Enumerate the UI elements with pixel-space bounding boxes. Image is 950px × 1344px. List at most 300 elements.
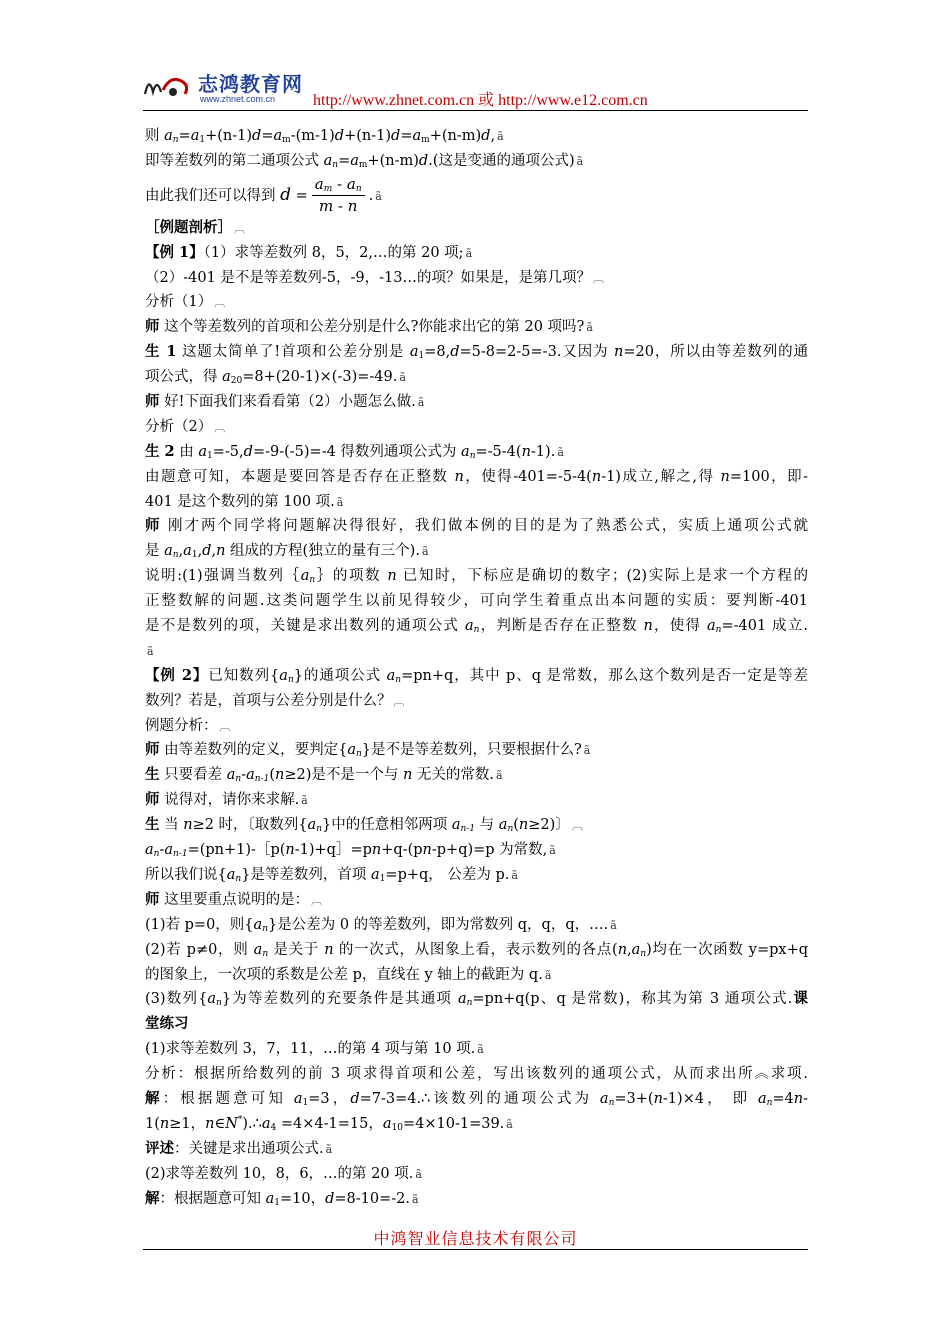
math-symbol: m — [421, 135, 430, 145]
text-span: =3， — [308, 1090, 351, 1107]
footer-divider — [143, 1249, 808, 1250]
text-span: 即等差数列的第二通项公式 — [145, 152, 324, 169]
math-symbol: a — [164, 543, 173, 560]
text-span: =-5-4( — [475, 443, 522, 460]
text-span: (3)数列{ — [145, 991, 208, 1008]
text-line — [145, 290, 808, 315]
math-symbol: n — [766, 1097, 773, 1108]
text-span: 生 1 — [145, 343, 177, 361]
math-symbol: n — [608, 1097, 615, 1108]
format-mark: ã — [496, 769, 503, 783]
math-symbol: a — [464, 618, 474, 635]
text-line — [145, 664, 808, 689]
text-span: 刚才两个同学将问题解决得很好，我们做本例的目的是为了熟悉公式，实质上通项公式就 — [161, 518, 809, 535]
text-span: -1)成立,解之,得 — [601, 468, 721, 485]
text-span: }是不是等差数列，只要根据什么? — [361, 742, 582, 759]
math-symbol: n — [316, 824, 322, 835]
math-symbol: 1 — [199, 135, 206, 145]
fraction-formula — [312, 177, 365, 214]
math-symbol: a — [253, 941, 263, 958]
math-symbol: d — [350, 1090, 360, 1107]
math-symbol: n — [387, 568, 397, 585]
text-span: ).∴ — [242, 1115, 262, 1132]
text-span: 生 2 — [145, 442, 175, 460]
text-line — [145, 888, 808, 913]
text-span: =4×10-1=39. — [402, 1115, 505, 1132]
text-line — [145, 1062, 808, 1087]
format-mark: ã — [583, 744, 591, 758]
text-span: 当 — [159, 817, 184, 834]
text-line — [145, 1037, 808, 1062]
math-symbol: n — [216, 543, 226, 560]
text-span: ∈ — [214, 1115, 226, 1132]
text-line: $a_n-a_{n-1}=(pn+1)-[p(n-1)+q]=pn+q-(pn-p+q)=p$ 为常数, ã — [145, 842, 556, 860]
text-span: a — [314, 175, 324, 194]
math-symbol: 1 — [418, 351, 425, 362]
text-span: =4 — [772, 1090, 794, 1107]
format-mark: ã — [586, 321, 593, 335]
math-symbol: n-1 — [254, 774, 270, 785]
text-span: }中的任意相邻两项 — [321, 817, 452, 834]
text-span: m - n — [318, 197, 358, 216]
text-span: -(m-1) — [290, 128, 335, 144]
format-mark: ã — [576, 154, 584, 168]
math-symbol: n — [402, 767, 413, 784]
math-symbol: n — [287, 674, 294, 685]
math-symbol: n — [153, 849, 160, 860]
text-line: 即等差数列的第二通项公式 $a_n=a_m+(n-m)d$.(这是变通的通项公式) ã — [145, 152, 584, 170]
text-span: =-9-(-5)=-4 得数列通项公式为 — [252, 443, 462, 460]
text-line — [145, 490, 808, 515]
text-line: 则 $a_n=a_1+(n-1)d=a_m-(m-1)d+(n-1)d=a_m+(n-m)d$, ã — [145, 128, 504, 145]
format-mark: ︹ — [311, 893, 323, 907]
text-line — [145, 1112, 808, 1137]
text-span: =7-3=4.∴该数列的通项公式为 — [359, 1090, 600, 1107]
text-span: 说得对，请你来求解. — [159, 792, 300, 809]
text-span: 数列？若是，首项与公差分别是什么？ — [145, 692, 392, 709]
text-span: 401 是这个数列的第 100 项. — [145, 493, 335, 510]
text-span: ，使得-401=-5-4( — [463, 468, 592, 485]
math-symbol: m — [282, 135, 291, 145]
format-mark: ︹ — [571, 819, 583, 833]
math-symbol: n — [205, 1115, 215, 1132]
format-mark: ã — [417, 396, 425, 410]
math-symbol: n — [466, 998, 473, 1009]
text-span: 这里要重点说明的是： — [159, 891, 310, 908]
text-span: ：关键是求出通项公式. — [174, 1140, 324, 1157]
math-symbol: n — [640, 948, 647, 959]
text-span: (1)若 p=0，则{ — [145, 916, 254, 933]
math-symbol: d — [481, 128, 491, 144]
math-symbol: a — [382, 1115, 392, 1132]
text-span: =pn+q(p、q 是常数)，称其为第 3 通项公式. — [472, 991, 793, 1008]
text-span: -1)+q］=p — [294, 842, 372, 859]
text-span: 说明:(1)强调当数列｛ — [145, 568, 301, 585]
format-mark: ã — [325, 1142, 333, 1156]
text-span: -1). — [530, 443, 556, 460]
text-span: 组成的方程(独立的量有三个). — [225, 543, 420, 560]
format-mark: ã — [544, 968, 552, 982]
header-divider — [143, 110, 808, 111]
math-symbol: a — [300, 568, 310, 585]
footer-company: 中鸿智业信息技术有限公司 — [373, 1229, 578, 1248]
text-span: （1）求等差数列 8，5，2,…的第 20 项; — [203, 244, 464, 261]
math-symbol: n — [235, 774, 242, 785]
text-span: 是 — [145, 543, 165, 560]
math-symbol: n — [183, 817, 193, 834]
math-symbol: 1 — [274, 1197, 280, 1208]
text-span: (n-m) — [441, 128, 482, 144]
format-mark: ︹ — [219, 719, 231, 733]
math-symbol: n — [159, 1115, 170, 1132]
text-span: ≥2)是不是一个与 — [284, 767, 403, 784]
text-span: (1)求等差数列 3，7，11，…的第 4 项与第 10 项. — [145, 1041, 476, 1058]
text-span: =-5, — [212, 443, 244, 460]
format-mark: ã — [399, 371, 406, 385]
text-span: 的图象上，一次项的系数是公差 p，直线在 y 轴上的截距为 q. — [145, 966, 543, 983]
math-symbol: a — [757, 1090, 767, 1107]
math-symbol: 1 — [379, 873, 386, 884]
math-symbol: d — [252, 128, 262, 144]
text-line — [145, 714, 808, 739]
math-symbol: a — [347, 742, 356, 759]
text-line — [145, 963, 808, 988]
format-mark: ã — [511, 868, 518, 882]
formula-line: 由此我们还可以得到 d = $\frac{a_m - a_n}{m - n}$ . ã — [145, 175, 382, 216]
section-heading — [145, 1012, 808, 1037]
text-span: 由此我们还可以得到 — [145, 187, 281, 204]
text-span: 无关的常数. — [412, 767, 495, 784]
math-symbol: n — [591, 468, 602, 485]
text-span: （2）-401 是不是等差数列-5，-9，-13…的项？如果是，是第几项？ — [145, 269, 592, 286]
math-symbol: n — [614, 344, 624, 361]
text-span: =20，所以由等差数列的通 — [623, 344, 808, 361]
text-span: 是不是数列的项，关键是求出数列的通项公式 — [145, 618, 465, 635]
text-span: ，判断是否存在正整数 — [479, 618, 644, 635]
format-mark: ︹ — [214, 420, 226, 434]
text-span: (n-1) — [217, 128, 253, 144]
text-span: 课 — [792, 990, 809, 1008]
text-span: =pn+q，其中 p、q 是常数，那么这个数列是否一定是等差 — [401, 667, 808, 684]
page-header — [143, 66, 808, 114]
math-symbol: a — [307, 817, 317, 834]
text-span: =(pn+1)-［p( — [187, 842, 286, 859]
text-span: 分析：根据所给数列的前 3 项求得首项和公差，写出该数列的通项公式，从而求出所︽求项. — [145, 1066, 808, 1083]
math-symbol: a — [253, 916, 263, 933]
text-span: 则 — [145, 128, 165, 144]
text-span: (2)求等差数列 10，8，6，…的第 20 项. — [145, 1165, 414, 1182]
text-line: 生 只要看差 $a_n-a_{n-1}(n\ge 2)$是不是一个与 n 无关的常数. ã — [145, 766, 503, 785]
format-mark: ã — [506, 1117, 513, 1131]
text-span: 师 — [145, 890, 160, 908]
text-span: 由等差数列的定义，要判定{ — [159, 742, 348, 759]
text-span: ：根据题意可知 — [159, 1190, 266, 1207]
text-span: 由 — [174, 443, 199, 460]
format-mark: ︹ — [234, 221, 245, 235]
text-line — [145, 266, 808, 291]
text-line — [145, 440, 808, 465]
text-span: 堂练习 — [145, 1015, 189, 1033]
text-span: =100，即- — [729, 468, 808, 485]
text-span: 所以我们说{ — [145, 866, 227, 883]
text-span: (n-1) — [356, 128, 392, 144]
text-span: 这个等差数列的首项和公差分别是什么?你能求出它的第 20 项吗? — [159, 319, 585, 336]
text-span: =8-10=-2. — [334, 1190, 411, 1207]
math-symbol: n-1 — [173, 849, 188, 860]
math-symbol: 1 — [207, 450, 213, 461]
text-line — [145, 1162, 808, 1187]
format-mark: ︹ — [214, 296, 226, 310]
math-symbol: n — [172, 550, 179, 561]
text-line — [145, 1187, 808, 1212]
text-line — [145, 1137, 808, 1162]
text-span: 已知数列{ — [208, 667, 280, 684]
text-span: .(这是变通的通项公式) — [428, 152, 575, 169]
text-line — [145, 415, 808, 440]
math-symbol: n — [715, 625, 722, 636]
text-span: a — [346, 175, 356, 194]
text-span: 师 — [145, 318, 160, 336]
text-line — [145, 863, 808, 888]
math-symbol: n — [793, 1090, 804, 1107]
math-symbol: n — [356, 749, 362, 760]
text-line: 解：根据题意可知 $a_1=3$，d=7-3=4.∴该数列的通项公式为 $a_n=3+(n-1)\times 4$， 即 $a_n=4n-$ — [145, 1089, 809, 1108]
math-symbol: m — [323, 184, 333, 195]
math-symbol: a — [246, 767, 255, 784]
text-span: ｝的项数 — [315, 568, 388, 585]
text-span: 生 — [145, 816, 160, 834]
math-symbol: a — [190, 128, 200, 144]
text-span: 【例 2】 — [145, 666, 209, 684]
text-span: 分析（1） — [145, 294, 213, 311]
math-symbol: n — [521, 443, 531, 460]
math-symbol: a — [386, 667, 396, 684]
math-symbol: d — [325, 1190, 335, 1207]
text-line — [145, 913, 808, 938]
math-symbol: 1 — [191, 550, 198, 561]
text-span: }为等差数列的充要条件是其通项 — [221, 991, 458, 1008]
math-symbol: d — [334, 128, 345, 144]
math-symbol: n — [309, 575, 316, 586]
text-span: -p+q)=p 为常数, — [431, 842, 548, 859]
math-symbol: n — [653, 1090, 663, 1107]
math-symbol: n — [285, 842, 295, 859]
math-symbol: a — [457, 991, 467, 1008]
math-symbol: a — [222, 369, 231, 386]
text-span: =p+q， 公差为 p. — [385, 866, 510, 883]
text-line — [145, 465, 808, 490]
text-span: 评述 — [145, 1139, 174, 1157]
text-span: }的通项公式 — [293, 667, 387, 684]
text-span: 解 — [145, 1189, 160, 1207]
math-symbol: n — [507, 824, 514, 835]
paragraph-mark-line — [145, 639, 808, 664]
text-span: =10， — [280, 1190, 326, 1207]
text-line — [145, 340, 808, 365]
text-span: ( — [269, 767, 275, 784]
text-span: 师 — [145, 791, 160, 809]
math-symbol: a — [265, 1190, 275, 1207]
math-symbol: a — [164, 842, 174, 859]
math-symbol: a — [461, 443, 470, 460]
text-line — [145, 738, 808, 763]
format-mark: ã — [375, 189, 382, 203]
format-mark: ã — [147, 644, 154, 658]
text-span: =8+(20-1)×(-3)=-49. — [242, 369, 398, 386]
math-symbol: d — [243, 443, 253, 460]
text-line — [145, 390, 808, 415]
math-symbol: a — [198, 443, 208, 460]
logo-title: 志鸿教育网 — [198, 72, 303, 96]
text-line — [145, 241, 808, 266]
text-span: ：根据题意可知 — [162, 1090, 294, 1107]
logo-url: www.zhnet.com.cn — [200, 94, 276, 104]
format-mark: ã — [336, 495, 344, 509]
text-span: +q-(p — [381, 842, 423, 859]
text-span: 【例 1】 — [145, 243, 204, 261]
math-symbol: a — [631, 941, 641, 958]
format-mark: ã — [497, 130, 504, 143]
text-span: 这题太简单了!首项和公差分别是 — [176, 344, 410, 361]
math-symbol: a — [261, 1115, 271, 1132]
text-span: =3+( — [614, 1090, 654, 1107]
text-line — [145, 514, 808, 539]
header-links[interactable]: http://www.zhnet.com.cn 或 http://www.e12.com.cn — [313, 92, 648, 109]
math-symbol: a — [350, 152, 359, 169]
math-symbol: n — [454, 468, 464, 485]
text-span: , — [627, 941, 632, 958]
text-line — [145, 365, 808, 390]
math-symbol: d — [202, 543, 212, 560]
text-span: 分析（2） — [145, 418, 213, 435]
text-span: 生 — [145, 766, 160, 784]
section-heading — [145, 216, 808, 241]
format-mark: ︹ — [393, 694, 405, 708]
text-line — [145, 614, 808, 639]
text-line — [145, 589, 808, 614]
text-span: d — [280, 184, 291, 205]
text-line — [145, 813, 808, 838]
math-symbol: 20 — [230, 376, 243, 387]
math-symbol: n — [216, 998, 222, 1009]
format-mark: ã — [549, 844, 556, 858]
text-line — [145, 689, 808, 714]
text-span: 1( — [145, 1115, 160, 1132]
text-line — [145, 564, 808, 589]
math-symbol: a — [207, 991, 217, 1008]
text-span: 与 — [475, 817, 499, 834]
format-mark: ã — [477, 1043, 484, 1057]
math-symbol: 1 — [302, 1097, 309, 1108]
text-span: }是等差数列，首项 — [241, 866, 372, 883]
text-span: =-401 成立. — [721, 618, 809, 635]
text-span: 解 — [145, 1089, 163, 1107]
text-span: - — [332, 175, 347, 194]
math-symbol: n — [262, 923, 268, 934]
text-span: 由题意可知，本题是要回答是否存在正整数 — [145, 468, 455, 485]
text-span: 项公式，得 — [145, 369, 223, 386]
format-mark: ã — [465, 246, 473, 260]
text-span: ≥1， — [169, 1115, 206, 1132]
text-span: ( — [513, 817, 519, 834]
text-span: =5-8=2-5=-3.又因为 — [459, 344, 615, 361]
math-symbol: a — [273, 128, 283, 144]
math-symbol: n — [473, 625, 480, 636]
math-symbol: * — [237, 1115, 243, 1126]
text-line: 是 $a_n,a_1,d,n$ 组成的方程(独立的量有三个). ã — [145, 543, 429, 561]
text-span: ≥2 时，〔取数列{ — [192, 817, 308, 834]
text-span: 只要看差 — [159, 767, 227, 784]
math-symbol: a — [279, 667, 288, 684]
text-line — [145, 315, 808, 340]
math-symbol: a — [183, 543, 192, 560]
math-symbol: n — [262, 948, 269, 959]
math-symbol: d — [418, 152, 429, 169]
format-mark: ã — [610, 918, 617, 932]
math-symbol: n-1 — [460, 824, 476, 835]
math-symbol: a — [371, 866, 380, 883]
text-span: 师 — [145, 517, 162, 535]
math-symbol: a — [412, 128, 422, 144]
math-symbol: n — [617, 941, 628, 958]
math-symbol: n — [395, 674, 402, 685]
math-symbol: n — [274, 767, 285, 784]
text-span: ［例题剖析］ — [145, 218, 232, 236]
math-symbol: a — [599, 1090, 609, 1107]
math-symbol: d — [450, 344, 460, 361]
text-span: (n-m) — [379, 152, 419, 169]
math-symbol: n — [720, 468, 730, 485]
math-symbol: a — [498, 817, 508, 834]
text-span: 师 — [145, 393, 160, 411]
text-span: 正整数解的问题.这类问题学生以前见得较少，可向学生着重点出本问题的实质：要判断-401 — [145, 593, 808, 610]
text-span: ，使得 — [652, 618, 707, 635]
math-symbol: n — [518, 817, 529, 834]
math-symbol: n — [324, 941, 334, 958]
math-symbol: n — [371, 842, 382, 859]
logo-swoosh-icon — [143, 72, 195, 100]
text-span: ≥2)〕 — [528, 817, 570, 834]
math-symbol: m — [358, 159, 368, 170]
page-footer — [143, 1226, 808, 1252]
math-symbol: a — [164, 128, 173, 144]
text-span: 是关于 — [268, 941, 325, 958]
math-symbol: a — [323, 152, 333, 169]
math-symbol: a — [409, 344, 419, 361]
text-span: (2)若 p≠0，则 — [145, 941, 254, 958]
math-symbol: 4 — [270, 1122, 277, 1133]
format-mark: ã — [415, 1167, 422, 1181]
math-symbol: a — [451, 817, 461, 834]
math-symbol: n — [469, 450, 476, 461]
text-line — [145, 788, 808, 813]
math-symbol: n — [332, 159, 339, 170]
text-line — [145, 987, 808, 1012]
math-symbol: n — [355, 184, 362, 195]
math-symbol: a — [707, 618, 716, 635]
text-span: 例题分析： — [145, 717, 218, 734]
text-span: 的一次式，从图象上看，表示数列的各点( — [333, 941, 618, 958]
format-mark: ã — [421, 545, 429, 559]
text-line — [145, 938, 808, 963]
document-body — [145, 124, 808, 1211]
math-symbol: a — [293, 1090, 303, 1107]
text-span: 好!下面我们来看看第（2）小题怎么做. — [159, 394, 416, 411]
format-mark: ã — [301, 794, 308, 808]
math-symbol: n — [643, 618, 653, 635]
text-span: 师 — [145, 741, 160, 759]
format-mark: ︹ — [593, 271, 605, 285]
